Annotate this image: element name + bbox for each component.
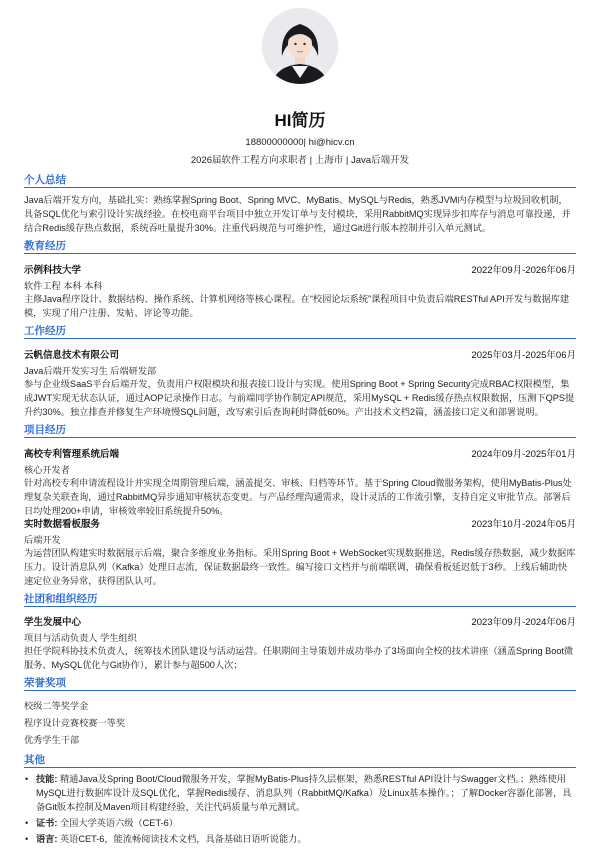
project-role: 后端开发 xyxy=(24,535,61,545)
certificate-text: 全国大学英语六级（CET-6） xyxy=(57,818,178,828)
award-item: 程序设计竞赛校赛一等奖 xyxy=(24,718,126,728)
contact-line xyxy=(0,137,600,148)
award-item: 校级二等奖学金 xyxy=(24,701,89,711)
section-divider xyxy=(24,253,576,254)
school-name: 示例科技大学 xyxy=(24,265,82,276)
email-address: hi@hicv.cn xyxy=(308,137,355,148)
work-role: Java后端开发实习生 后端研发部 xyxy=(24,366,157,376)
education-header xyxy=(24,262,576,276)
award-item: 优秀学生干部 xyxy=(24,735,80,745)
section-divider xyxy=(24,690,576,691)
education-description: 主修Java程序设计、数据结构、操作系统、计算机网络等核心课程。在“校园论坛系统”课程项目中负责后端RESTful API开发与数据库建模，实现了用户注册、发帖、评论等功能。 xyxy=(24,294,570,318)
list-item xyxy=(24,816,576,830)
list-item xyxy=(24,832,576,846)
section-title-work: 工作经历 xyxy=(24,325,66,337)
section-divider xyxy=(24,437,576,438)
avatar-photo xyxy=(262,8,338,84)
section-title-awards: 荣誉奖项 xyxy=(24,677,66,689)
others-list xyxy=(24,772,576,848)
language-label: 语言: xyxy=(36,834,58,844)
club-role: 项目与活动负责人 学生组织 xyxy=(24,633,137,643)
list-item xyxy=(24,772,576,814)
project-header xyxy=(24,516,576,530)
language-text: 英语CET-6，能流畅阅读技术文档，具备基础日语听说能力。 xyxy=(57,834,307,844)
phone-number: 18800000000 xyxy=(245,137,304,148)
skills-label: 技能: xyxy=(36,774,58,784)
project-header xyxy=(24,446,576,460)
section-title-clubs: 社团和组织经历 xyxy=(24,593,98,605)
project-date: 2024年09月-2025年01月 xyxy=(471,449,576,460)
work-description: 参与企业级SaaS平台后端开发，负责用户权限模块和报表接口设计与实现。使用Spring Boot + Spring Security完成RBAC权限模型，集成JWT实现无状态认证，通过AOP记录操作日志。与前端同学协作制定API规范，采用MySQL + Redis缓存热点权限数据，压测下QPS提升约30%。独立排查并修复生产环境慢SQL问题，改写索引后查询耗时降低60%。产出技术文档2篇，涵盖接口定义和部署说明。 xyxy=(24,379,575,417)
education-major: 软件工程 本科 本科 xyxy=(24,281,103,291)
education-date: 2022年09月-2026年06月 xyxy=(471,265,576,276)
company-name: 云帆信息技术有限公司 xyxy=(24,350,120,361)
certificate-label: 证书: xyxy=(36,818,58,828)
section-title-projects: 项目经历 xyxy=(24,424,66,436)
job-intent-line: 2026届软件工程方向求职者 | 上海市 | Java后端开发 xyxy=(190,155,410,166)
club-header xyxy=(24,614,576,628)
skills-text: 精通Java及Spring Boot/Cloud微服务开发，掌握MyBatis-Plus持久层框架，熟悉RESTful API设计与Swagger文档。；熟练使用MySQL进行数据库设计及SQL优化，掌握Redis缓存、消息队列（RabbitMQ/Kafka）及Linux基本操作。；了解Docker容器化部署，具备Git版本控制及Maven项目构建经验，关注代码质量与单元测试。 xyxy=(36,774,572,812)
summary-text: Java后端开发方向，基础扎实：熟练掌握Spring Boot、Spring MVC、MyBatis、MySQL与Redis，熟悉JVM内存模型与垃圾回收机制，具备SQL优化与索引设计实战经验。在校电商平台项目中独立开发订单与支付模块，采用RabbitMQ实现异步扣库存与消息可靠投递，并结合Redis缓存热点数据，系统吞吐量提升30%。注重代码规范与可维护性，通过Git进行版本控制并引入单元测试。 xyxy=(24,195,571,233)
project-date: 2023年10月-2024年05月 xyxy=(471,519,576,530)
project-description: 针对高校专利申请流程设计并实现全周期管理后端，涵盖提交、审核、归档等环节。基于Spring Cloud微服务架构，使用MyBatis-Plus处理复杂关联查询，通过RabbitMQ异步通知审核状态变更。与产品经理沟通需求，设计灵活的工作流引擎，支持自定义审批节点。部署后日均处理200+申请，审核效率较旧系统提升50%。 xyxy=(24,478,572,516)
section-divider xyxy=(24,606,576,607)
avatar xyxy=(262,8,338,84)
resume-title: HI简历 xyxy=(274,111,326,130)
project-role: 核心开发者 xyxy=(24,465,70,475)
club-date: 2023年09月-2024年06月 xyxy=(471,617,576,628)
section-divider xyxy=(24,767,576,768)
project-name: 高校专利管理系统后端 xyxy=(24,449,120,460)
section-title-summary: 个人总结 xyxy=(24,174,66,186)
club-description: 担任学院科协技术负责人，统筹技术团队建设与活动运营。任职期间主导策划并成功举办了3场面向全校的技术讲座（涵盖Spring Boot微服务、MySQL优化与Git协作），累计参与超500人次； xyxy=(24,646,574,670)
section-title-others: 其他 xyxy=(24,754,45,766)
club-name: 学生发展中心 xyxy=(24,617,82,628)
project-description: 为运营团队构建实时数据展示后端，聚合多维度业务指标。采用Spring Boot + WebSocket实现数据推送，Redis缓存热数据，减少数据库压力。设计消息队列（Kafka）处理日志流，保证数据最终一致性。编写接口文档并与前端联调，确保看板延迟低于3秒。上线后辅助快速定位业务异常，获得团队认可。 xyxy=(24,548,576,586)
work-date: 2025年03月-2025年06月 xyxy=(471,350,576,361)
section-title-education: 教育经历 xyxy=(24,240,66,252)
project-name: 实时数据看板服务 xyxy=(24,519,101,530)
section-divider xyxy=(24,338,576,339)
work-header xyxy=(24,347,576,361)
section-divider xyxy=(24,187,576,188)
contact-separator: | xyxy=(303,137,309,148)
